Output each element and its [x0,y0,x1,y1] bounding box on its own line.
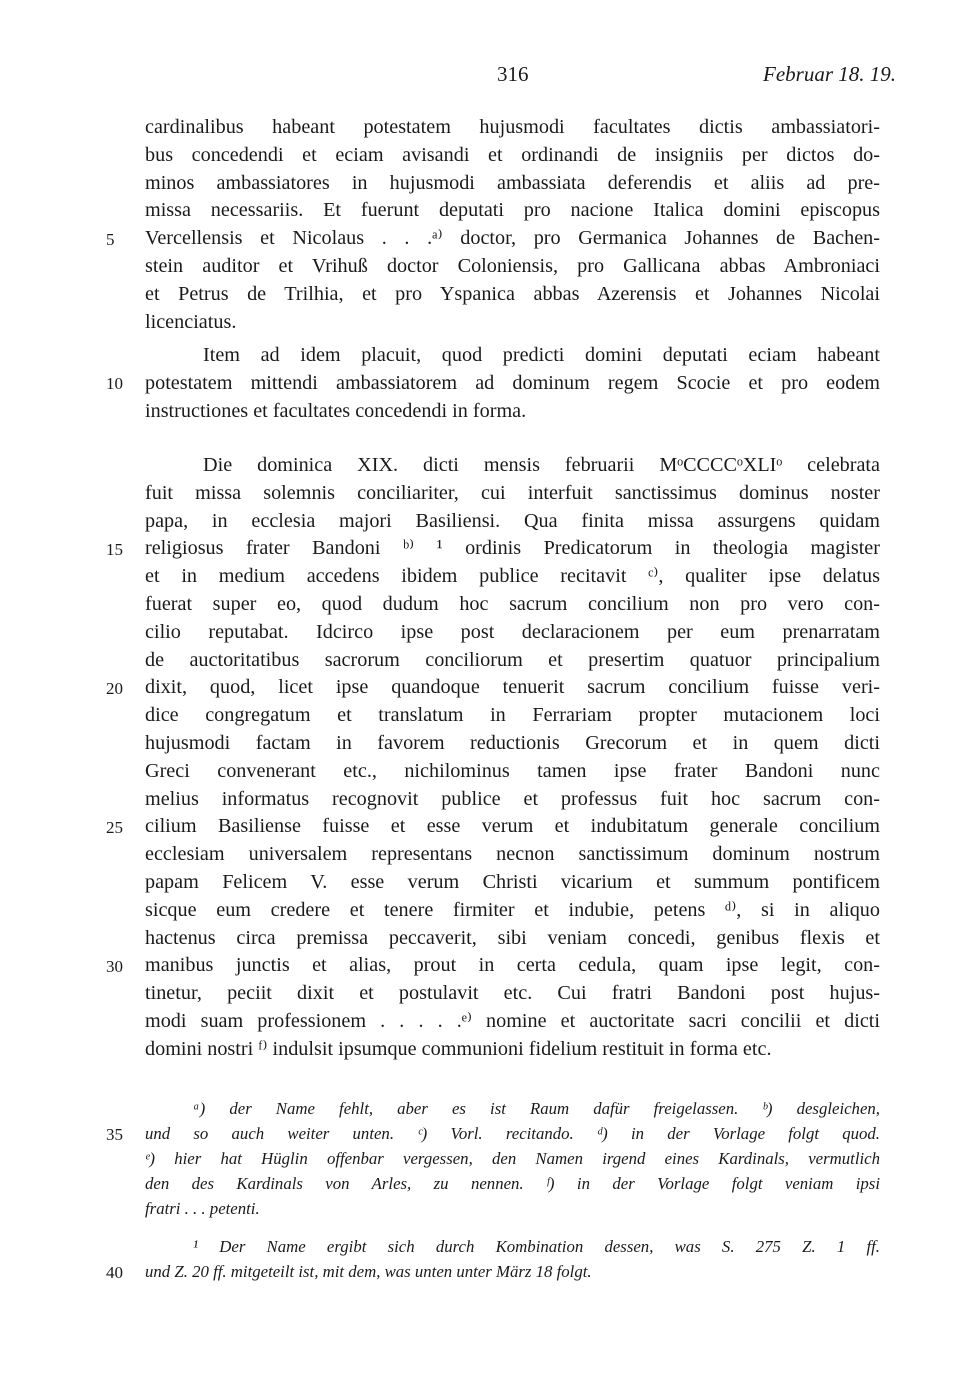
text-line: instructiones et facultates concedendi in forma. [145,399,527,422]
text-line: minos ambassiatores in hujusmodi ambassiata deferendis et aliis ad pre- [145,171,880,194]
text-line: domini nostri ᶠ⁾ indulsit ipsumque communioni fidelium restituit in forma etc. [145,1037,772,1060]
footnote-line: und so auch weiter unten. ᶜ) Vorl. recitando. ᵈ) in der Vorlage folgt quod. [145,1124,880,1143]
text-line: Vercellensis et Nicolaus . . .ᵃ⁾ doctor, pro Germanica Johannes de Bachen- [145,227,880,250]
text-line: stein auditor et Vrihuß doctor Coloniensis, pro Gallicana abbas Ambroniaci [145,254,880,277]
line-number: 10 [106,374,123,393]
text-line: hactenus circa premissa peccaverit, sibi veniam concedi, genibus flexis et [145,926,880,949]
text-line: cilium Basiliense fuisse et esse verum et indubitatum generale concilium [145,815,880,838]
text-line: Greci convenerant etc., nichilominus tamen ipse frater Bandoni nunc [145,759,880,782]
text-line: missa necessariis. Et fuerunt deputati pro nacione Italica domini episcopus [145,199,880,222]
text-line: sicque eum credere et tenere firmiter et indubie, petens ᵈ⁾, si in aliquo [145,898,880,921]
page-header [0,62,960,92]
text-line: potestatem mittendi ambassiatorem ad dominum regem Scocie et pro eodem [145,371,880,394]
paragraph-2 [145,342,880,425]
line-number: 15 [106,540,123,559]
text-line: papam Felicem V. esse verum Christi vicarium et summum pontificem [145,870,880,893]
footnotes-commentary [145,1234,880,1284]
text-line: Die dominica XIX. dicti mensis februarii MᵒCCCCᵒXLIᵒ celebrata [203,454,880,476]
text-line: et in medium accedens ibidem publice recitavit ᶜ⁾, qualiter ipse delatus [145,565,880,588]
text-line: religiosus frater Bandoni ᵇ⁾ ¹ ordinis Predicatorum in theologia magister [145,537,880,560]
line-number: 30 [106,957,123,976]
text-line: modi suam professionem . . . . .ᵉ⁾ nomine et auctoritate sacri concilii et dicti [145,1009,880,1032]
text-line: fuit missa solemnis conciliariter, cui interfuit sanctissimus dominus noster [145,481,880,504]
line-number: 5 [106,230,115,249]
text-line: et Petrus de Trilhia, et pro Yspanica abbas Azerensis et Johannes Nicolai [145,282,880,305]
text-line: licenciatus. [145,310,237,333]
page-number: 316 [497,62,529,86]
line-number: 20 [106,679,123,698]
text-line: tinetur, peciit dixit et postulavit etc. Cui fratri Bandoni post hujus- [145,982,880,1005]
line-number: 40 [106,1263,123,1282]
text-line: fuerat super eo, quod dudum hoc sacrum concilium non pro vero con- [145,592,880,615]
paragraph-1 [145,114,880,336]
line-number: 25 [106,818,123,837]
text-line: cardinalibus habeant potestatem hujusmodi facultates dictis ambassiatori- [145,116,880,138]
footnote-line: den des Kardinals von Arles, zu nennen. ᶠ) in der Vorlage folgt veniam ipsi [145,1174,880,1193]
footnote-line: fratri . . . petenti. [145,1199,260,1218]
footnote-line: ¹ Der Name ergibt sich durch Kombination dessen, was S. 275 Z. 1 ff. [193,1237,880,1256]
footnote-line: ᵃ) der Name fehlt, aber es ist Raum dafür freigelassen. ᵇ) desgleichen, [193,1099,880,1118]
line-number: 35 [106,1125,123,1144]
footnote-line: ᵉ) hier hat Hüglin offenbar vergessen, den Namen irgend eines Kardinals, vermutlich [145,1149,880,1168]
text-line: papa, in ecclesia majori Basiliensi. Qua finita missa assurgens quidam [145,509,880,532]
text-line: hujusmodi factam in favorem reductionis Grecorum et in quem dicti [145,731,880,754]
text-line: de auctoritatibus sacrorum conciliorum et presertim quatuor principalium [145,648,880,671]
paragraph-3 [145,452,880,1064]
text-line: Item ad idem placuit, quod predicti domini deputati eciam habeant [203,344,880,366]
text-line: bus concedendi et eciam avisandi et ordinandi de insigniis per dictos do- [145,143,880,166]
footnote-line: und Z. 20 ff. mitgeteilt ist, mit dem, was unten unter März 18 folgt. [145,1262,592,1281]
text-line: cilio reputabat. Idcirco ipse post declaracionem per eum prenarratam [145,620,880,643]
running-title: Februar 18. 19. [763,62,896,86]
text-line: dixit, quod, licet ipse quandoque tenuerit sacrum concilium fuisse veri- [145,676,880,699]
text-line: melius informatus recognovit publice et professus fuit hoc sacrum con- [145,787,880,810]
footnotes-apparatus [145,1096,880,1221]
text-line: ecclesiam universalem representans necnon sanctissimum dominum nostrum [145,843,880,866]
text-line: manibus junctis et alias, prout in certa cedula, quam ipse legit, con- [145,954,880,977]
text-line: dice congregatum et translatum in Ferrariam propter mutacionem loci [145,704,880,727]
